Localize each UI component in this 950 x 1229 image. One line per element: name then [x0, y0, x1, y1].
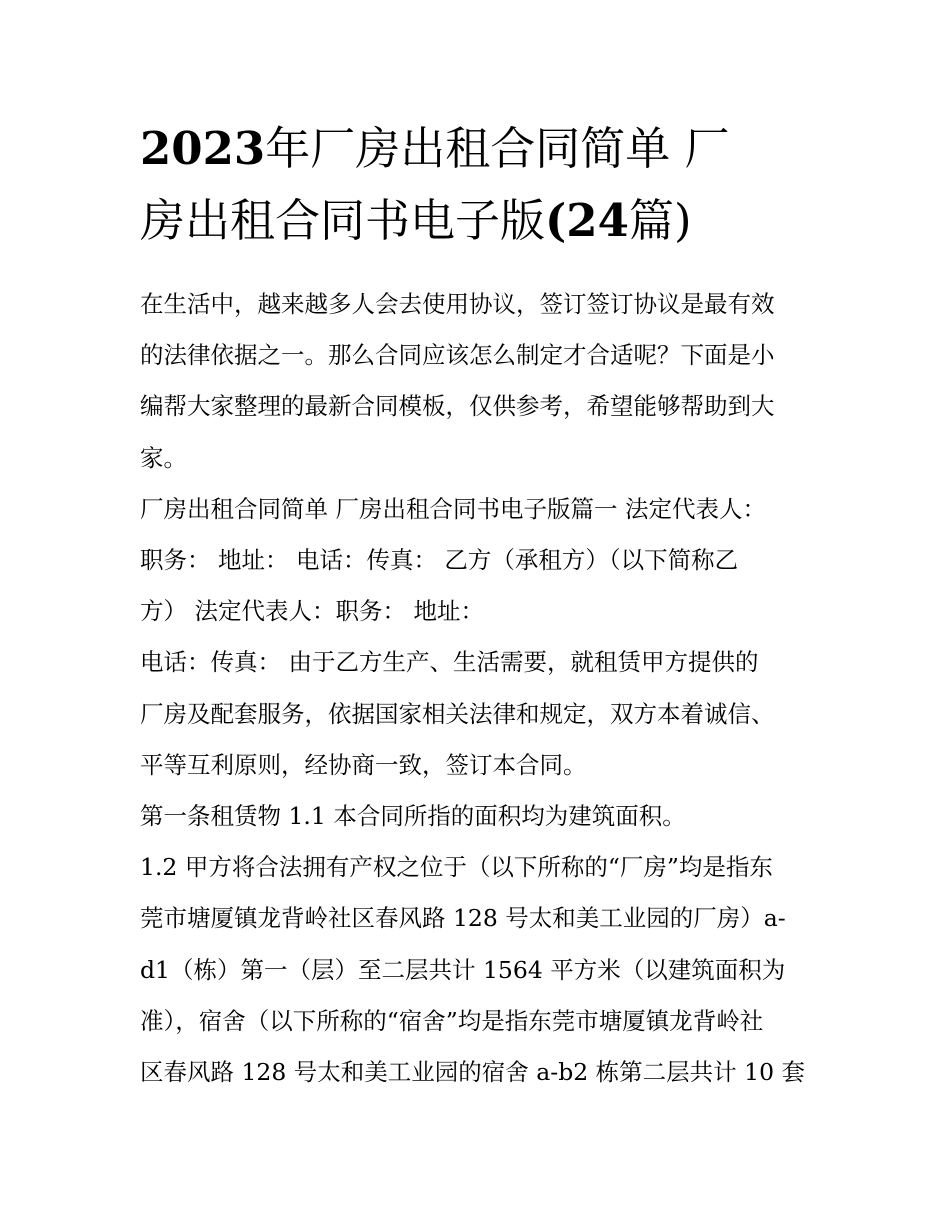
- title-line1-text: 年厂房出租合同简单 厂: [265, 122, 730, 175]
- text-line: 的法律依据之一。那么合同应该怎么制定才合适呢？下面是小: [140, 341, 775, 370]
- text-line: 电话：传真： 由于乙方生产、生活需要，就租赁甲方提供的: [140, 648, 759, 677]
- text-line: d1（栋）第一（层）至二层共计 1564 平方米（以建筑面积为: [140, 955, 786, 984]
- text-line: 区春风路 128 号太和美工业园的宿舍 a-b2 栋第二层共计 10 套: [140, 1058, 806, 1087]
- text-line: 厂房及配套服务，依据国家相关法律和规定，双方本着诚信、: [140, 699, 775, 728]
- title-line2-suffix: 篇): [628, 194, 692, 247]
- paragraph-article-1-2: [140, 842, 812, 1098]
- title-line2-text: 房出租合同书电子版: [140, 194, 546, 247]
- title-count: (24: [545, 194, 629, 247]
- text-line: 准），宿舍（以下所称的“宿舍”均是指东莞市塘厦镇龙背岭社: [140, 1006, 764, 1035]
- paragraph-article-1: [140, 791, 812, 842]
- document-body: [140, 279, 812, 1098]
- text-line: 编帮大家整理的最新合同模板，仅供参考，希望能够帮助到大: [140, 392, 775, 421]
- text-line: 1.2 甲方将合法拥有产权之位于（以下所称的“厂房”均是指东: [140, 853, 773, 882]
- text-line: 厂房出租合同简单 厂房出租合同书电子版篇一 法定代表人：: [140, 494, 766, 523]
- title-year: 2023: [140, 122, 266, 175]
- text-line: 家。: [140, 443, 187, 472]
- document-title: [140, 113, 820, 257]
- text-line: 方） 法定代表人：职务： 地址：: [140, 597, 484, 626]
- text-line: 平等互利原则，经协商一致，签订本合同。: [140, 750, 587, 779]
- text-line: 在生活中，越来越多人会去使用协议，签订签订协议是最有效: [140, 290, 775, 318]
- text-line: 职务： 地址： 电话：传真： 乙方（承租方）（以下简称乙: [140, 546, 739, 575]
- text-line: 第一条租赁物 1.1 本合同所指的面积均为建筑面积。: [140, 802, 686, 831]
- paragraph-parties: [140, 484, 812, 638]
- paragraph-purpose: [140, 637, 812, 791]
- text-line: 莞市塘厦镇龙背岭社区春风路 128 号太和美工业园的厂房）a-: [140, 904, 786, 933]
- paragraph-intro: [140, 279, 812, 484]
